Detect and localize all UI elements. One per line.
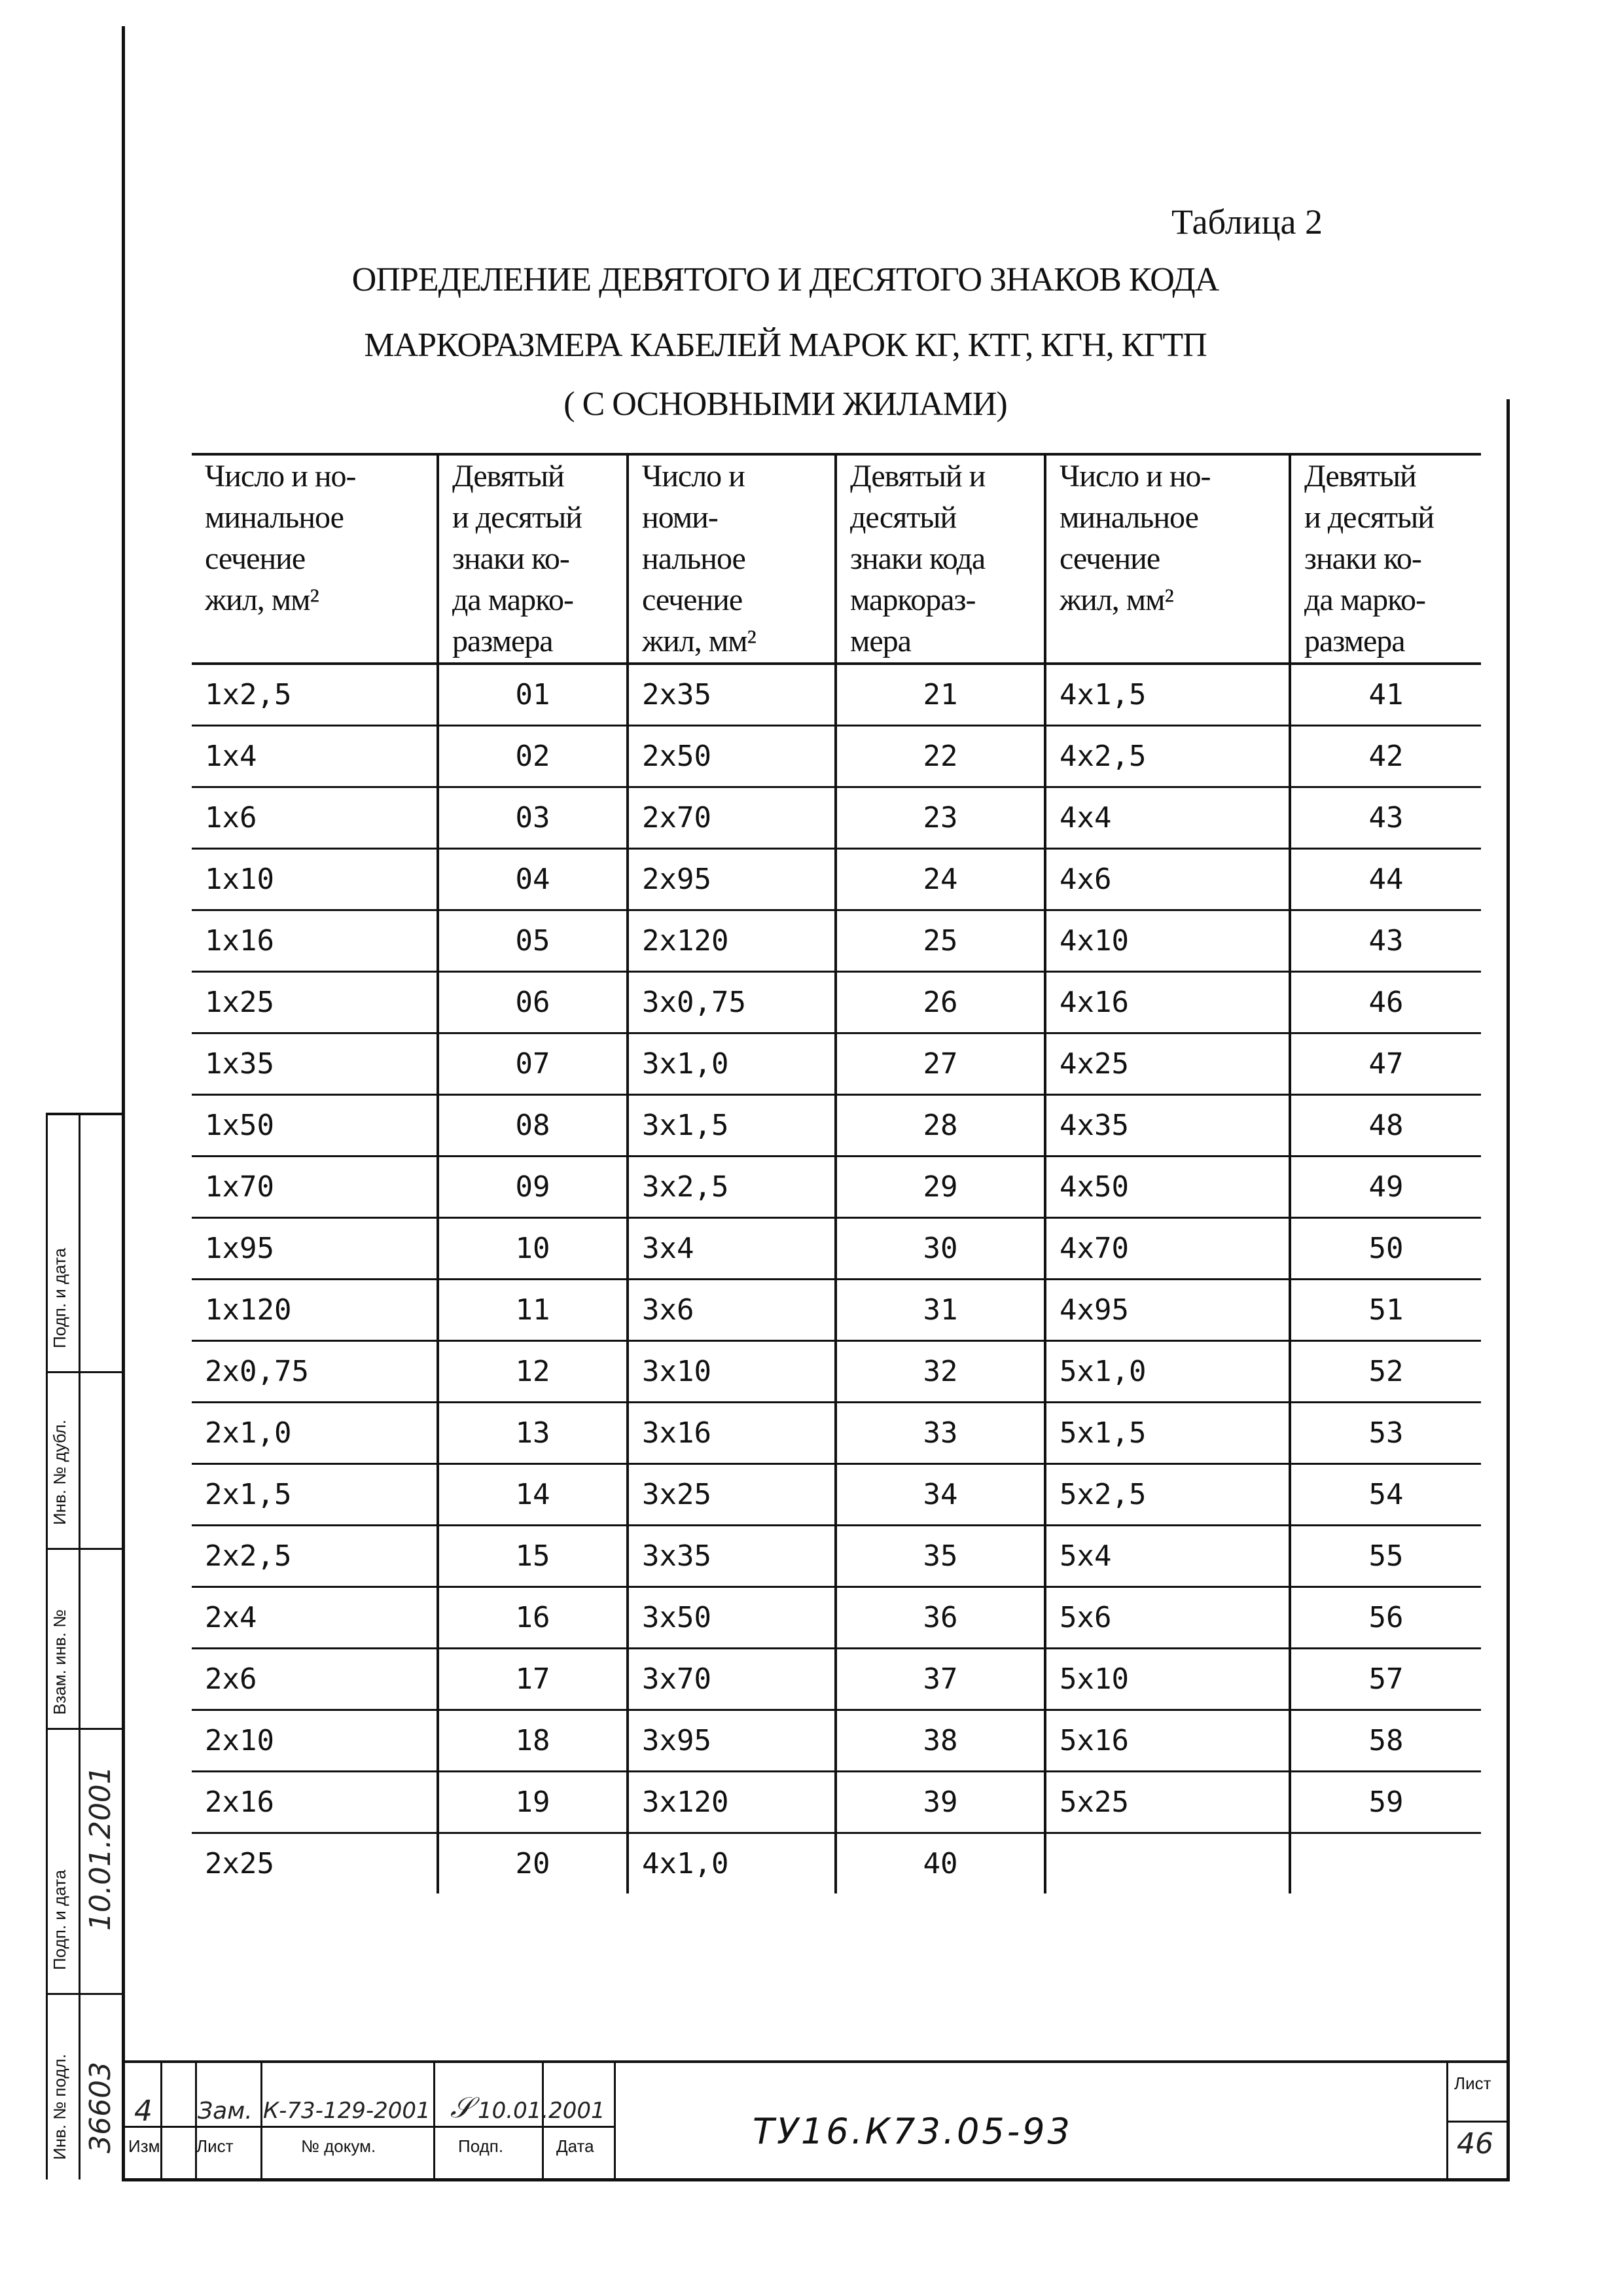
frame-right-line (1507, 399, 1510, 2179)
cell-cross-section-3: 4х25 (1045, 1033, 1290, 1095)
table-title-line-1: ОПРЕДЕЛЕНИЕ ДЕВЯТОГО И ДЕСЯТОГО ЗНАКОВ КОДА (351, 261, 1219, 298)
cell-code-2: 31 (836, 1280, 1045, 1341)
cell-cross-section-2: 3х35 (628, 1526, 836, 1587)
cell-code-1: 05 (438, 910, 628, 972)
cell-cross-section-1: 2х1,5 (192, 1464, 438, 1526)
cell-cross-section-1: 1х120 (192, 1280, 438, 1341)
cell-code-2: 39 (836, 1772, 1045, 1833)
cell-cross-section-1: 1х6 (192, 787, 438, 849)
table-body (192, 664, 1481, 1893)
table-header-row (192, 454, 1481, 664)
cell-cross-section-2: 2х35 (628, 664, 836, 726)
cell-cross-section-2: 3х25 (628, 1464, 836, 1526)
cell-code-1: 15 (438, 1526, 628, 1587)
title-block-col-3 (260, 2062, 262, 2179)
cell-cross-section-2: 4х1,0 (628, 1833, 836, 1894)
frame-bottom-line (122, 2178, 1510, 2181)
cell-cross-section-3: 5х1,0 (1045, 1341, 1290, 1403)
cell-cross-section-3: 4х50 (1045, 1157, 1290, 1218)
table-row (192, 1095, 1481, 1157)
cell-cross-section-2: 3х6 (628, 1280, 836, 1341)
table-row (192, 1587, 1481, 1649)
table-row (192, 1772, 1481, 1833)
cell-code-1: 09 (438, 1157, 628, 1218)
table-row (192, 1833, 1481, 1894)
title-block-col-1 (160, 2062, 162, 2179)
side-stamp-handwritten-date: 10.01.2001 (84, 1766, 117, 1931)
title-block-top-line (124, 2060, 1507, 2063)
table-row (192, 972, 1481, 1033)
title-block-document-number: К-73-129-2001 (263, 2098, 431, 2124)
cell-code-1: 02 (438, 726, 628, 787)
cell-code-1: 04 (438, 849, 628, 910)
table-row (192, 1341, 1481, 1403)
cell-code-1: 12 (438, 1341, 628, 1403)
cell-code-2: 35 (836, 1526, 1045, 1587)
cell-code-2: 32 (836, 1341, 1045, 1403)
cell-cross-section-3: 5х16 (1045, 1710, 1290, 1772)
cell-code-2: 21 (836, 664, 1045, 726)
table-row (192, 1157, 1481, 1218)
cell-code-1: 03 (438, 787, 628, 849)
cell-cross-section-3: 4х6 (1045, 849, 1290, 910)
side-stamp-divider-3 (46, 1728, 124, 1730)
cell-code-2: 30 (836, 1218, 1045, 1280)
cell-cross-section-1: 2х4 (192, 1587, 438, 1649)
title-block-change-number: 4 (134, 2094, 152, 2128)
column-header-code-1: Девятый и десятый знаки ко- да марко- размера (438, 454, 628, 664)
cell-code-2: 22 (836, 726, 1045, 787)
table-row (192, 1710, 1481, 1772)
title-block-label-change: Изм (128, 2136, 160, 2156)
side-stamp-divider-4 (46, 1993, 124, 1995)
cell-code-3: 58 (1290, 1710, 1481, 1772)
cell-cross-section-1: 2х10 (192, 1710, 438, 1772)
side-stamp-divider-2 (46, 1548, 124, 1550)
cell-cross-section-2: 3х1,5 (628, 1095, 836, 1157)
side-stamp-divider-1 (46, 1371, 124, 1373)
cell-cross-section-2: 3х120 (628, 1772, 836, 1833)
cell-code-2: 26 (836, 972, 1045, 1033)
side-stamp-label-duplicate-inv: Инв. № дубл. (50, 1419, 69, 1525)
cell-code-1: 20 (438, 1833, 628, 1894)
table-row (192, 849, 1481, 910)
sheet-number: 46 (1457, 2127, 1493, 2161)
side-stamp-inner-line (79, 1113, 80, 2179)
cell-cross-section-1: 2х2,5 (192, 1526, 438, 1587)
cell-cross-section-2: 2х70 (628, 787, 836, 849)
table-row (192, 1403, 1481, 1464)
cell-cross-section-1: 1х10 (192, 849, 438, 910)
column-header-code-3: Девятый и десятый знаки ко- да марко- размера (1290, 454, 1481, 664)
cell-cross-section-3: 4х70 (1045, 1218, 1290, 1280)
table-row (192, 1033, 1481, 1095)
cell-cross-section-3: 4х10 (1045, 910, 1290, 972)
table-row (192, 1649, 1481, 1710)
cell-code-2: 34 (836, 1464, 1045, 1526)
table-row (192, 787, 1481, 849)
cell-code-3: 52 (1290, 1341, 1481, 1403)
title-block-col-4 (433, 2062, 435, 2179)
cell-cross-section-2: 3х16 (628, 1403, 836, 1464)
cell-cross-section-2: 3х10 (628, 1341, 836, 1403)
table-title-line-3: ( С ОСНОВНЫМИ ЖИЛАМИ) (563, 386, 1007, 423)
cell-cross-section-3: 5х2,5 (1045, 1464, 1290, 1526)
cell-code-2: 28 (836, 1095, 1045, 1157)
cell-code-3: 55 (1290, 1526, 1481, 1587)
cell-code-2: 23 (836, 787, 1045, 849)
cell-cross-section-1: 1х2,5 (192, 664, 438, 726)
cell-cross-section-3: 5х1,5 (1045, 1403, 1290, 1464)
cell-code-3: 53 (1290, 1403, 1481, 1464)
table-title-line-2: МАРКОРАЗМЕРА КАБЕЛЕЙ МАРОК КГ, КТГ, КГН, КГТП (364, 327, 1207, 364)
cell-code-3: 57 (1290, 1649, 1481, 1710)
side-stamp-outer-line (46, 1113, 48, 2179)
cell-cross-section-2: 3х95 (628, 1710, 836, 1772)
table-row (192, 664, 1481, 726)
table-row (192, 1280, 1481, 1341)
cell-cross-section-3: 5х6 (1045, 1587, 1290, 1649)
cell-cross-section-1: 2х16 (192, 1772, 438, 1833)
cell-code-2: 27 (836, 1033, 1045, 1095)
cell-code-3: 49 (1290, 1157, 1481, 1218)
cell-cross-section-1: 2х6 (192, 1649, 438, 1710)
cell-code-3: 43 (1290, 787, 1481, 849)
cell-cross-section-1: 2х25 (205, 1847, 274, 1880)
cell-code-2: 33 (836, 1403, 1045, 1464)
cell-cross-section-2: 3х1,0 (628, 1033, 836, 1095)
cell-code-3: 50 (1290, 1218, 1481, 1280)
cell-code-3: 44 (1290, 849, 1481, 910)
cell-code-1: 06 (438, 972, 628, 1033)
side-stamp-top-line (46, 1113, 124, 1115)
title-block-label-signature: Подп. (458, 2136, 504, 2156)
cell-cross-section-3: 5х10 (1045, 1649, 1290, 1710)
cell-cross-section-3: 4х35 (1045, 1095, 1290, 1157)
cell-code-1: 10 (438, 1218, 628, 1280)
cell-code-1: 18 (438, 1710, 628, 1772)
cell-code-2: 38 (836, 1710, 1045, 1772)
table-number: Таблица 2 (1171, 202, 1323, 242)
cell-cross-section-1: 2х0,75 (192, 1341, 438, 1403)
cell-cross-section-2: 3х4 (628, 1218, 836, 1280)
cell-code-1: 19 (438, 1772, 628, 1833)
cell-cross-section-3 (1045, 1833, 1290, 1894)
cell-cross-section-2: 2х95 (628, 849, 836, 910)
side-stamp-handwritten-inv-number: 36603 (84, 2062, 117, 2153)
cell-code-3: 56 (1290, 1587, 1481, 1649)
cell-code-1: 11 (438, 1280, 628, 1341)
cell-code-2: 29 (836, 1157, 1045, 1218)
cell-cross-section-1: 1х16 (192, 910, 438, 972)
cell-cross-section-1: 2х1,0 (192, 1403, 438, 1464)
column-header-code-2: Девятый и десятый знаки кода маркораз- мера (836, 454, 1045, 664)
cell-cross-section-2: 3х70 (628, 1649, 836, 1710)
cell-code-3: 46 (1290, 972, 1481, 1033)
frame-left-line (122, 26, 125, 2179)
cell-cross-section-3: 4х4 (1045, 787, 1290, 849)
cell-code-1: 08 (438, 1095, 628, 1157)
column-header-cross-section-1: Число и но- минальное сечение жил, мм² (192, 454, 438, 664)
cell-cross-section-2: 2х50 (628, 726, 836, 787)
cell-code-3: 43 (1290, 910, 1481, 972)
cell-code-1: 13 (438, 1403, 628, 1464)
cell-code-3: 59 (1290, 1772, 1481, 1833)
cell-cross-section-1: 1х95 (192, 1218, 438, 1280)
cell-code-3: 47 (1290, 1033, 1481, 1095)
side-stamp-label-signature-date-2: Подп. и дата (50, 1869, 69, 1970)
cell-cross-section-1: 1х25 (192, 972, 438, 1033)
table-row (192, 1218, 1481, 1280)
cell-code-3: 41 (1290, 664, 1481, 726)
cell-code-2: 25 (836, 910, 1045, 972)
cell-cross-section-3: 4х2,5 (1045, 726, 1290, 787)
cell-code-1: 16 (438, 1587, 628, 1649)
title-block-col-2 (195, 2062, 197, 2179)
side-stamp-label-replaces-inv: Взам. инв. № (50, 1609, 69, 1715)
cell-cross-section-3: 4х1,5 (1045, 664, 1290, 726)
title-block-change-type: Зам. (198, 2098, 253, 2125)
cell-code-3: 48 (1290, 1095, 1481, 1157)
cell-cross-section-2: 3х2,5 (628, 1157, 836, 1218)
column-header-cross-section-2: Число и номи- нальное сечение жил, мм² (628, 454, 836, 664)
cell-cross-section-1: 1х50 (192, 1095, 438, 1157)
table-row (192, 1464, 1481, 1526)
cell-code-2: 24 (836, 849, 1045, 910)
document-code: ТУ16.К73.05-93 (753, 2111, 1073, 2152)
title-block-label-document: № докум. (301, 2136, 376, 2156)
title-block-col-6 (614, 2062, 616, 2179)
cell-cross-section-3: 4х16 (1045, 972, 1290, 1033)
title-block-label-date: Дата (556, 2136, 594, 2156)
cell-code-3: 42 (1290, 726, 1481, 787)
cell-code-2: 36 (836, 1587, 1045, 1649)
cell-cross-section-2: 3х50 (628, 1587, 836, 1649)
sheet-label: Лист (1454, 2073, 1491, 2093)
table-row (192, 1526, 1481, 1587)
cell-code-3: 51 (1290, 1280, 1481, 1341)
cell-code-3 (1290, 1833, 1481, 1894)
table-row (192, 726, 1481, 787)
side-stamp-label-original-inv: Инв. № подл. (50, 2054, 69, 2160)
title-block-sheet-mid-line (1446, 2121, 1507, 2123)
cell-code-3: 54 (1290, 1464, 1481, 1526)
cell-cross-section-1: 1х35 (192, 1033, 438, 1095)
cell-code-1: 01 (438, 664, 628, 726)
title-block-label-sheet: Лист (196, 2136, 234, 2156)
cell-cross-section-3: 4х95 (1045, 1280, 1290, 1341)
cell-code-2: 37 (836, 1649, 1045, 1710)
cell-cross-section-3: 5х25 (1045, 1772, 1290, 1833)
table-row (192, 910, 1481, 972)
title-block-signature: 𝒮 (450, 2091, 473, 2125)
cell-cross-section-1: 1х4 (192, 726, 438, 787)
cell-code-2: 40 (836, 1833, 1045, 1894)
cell-cross-section-3: 5х4 (1045, 1526, 1290, 1587)
cell-code-1: 07 (438, 1033, 628, 1095)
cell-cross-section-2: 3х0,75 (628, 972, 836, 1033)
side-stamp-label-signature-date-1: Подп. и дата (50, 1247, 69, 1348)
cell-cross-section-1: 1х70 (192, 1157, 438, 1218)
cell-code-1: 17 (438, 1649, 628, 1710)
cable-code-table (192, 453, 1481, 1893)
cell-cross-section-2: 2х120 (628, 910, 836, 972)
title-block-date: 10.01.2001 (478, 2098, 605, 2124)
column-header-cross-section-3: Число и но- минальное сечение жил, мм² (1045, 454, 1290, 664)
cell-code-1: 14 (438, 1464, 628, 1526)
